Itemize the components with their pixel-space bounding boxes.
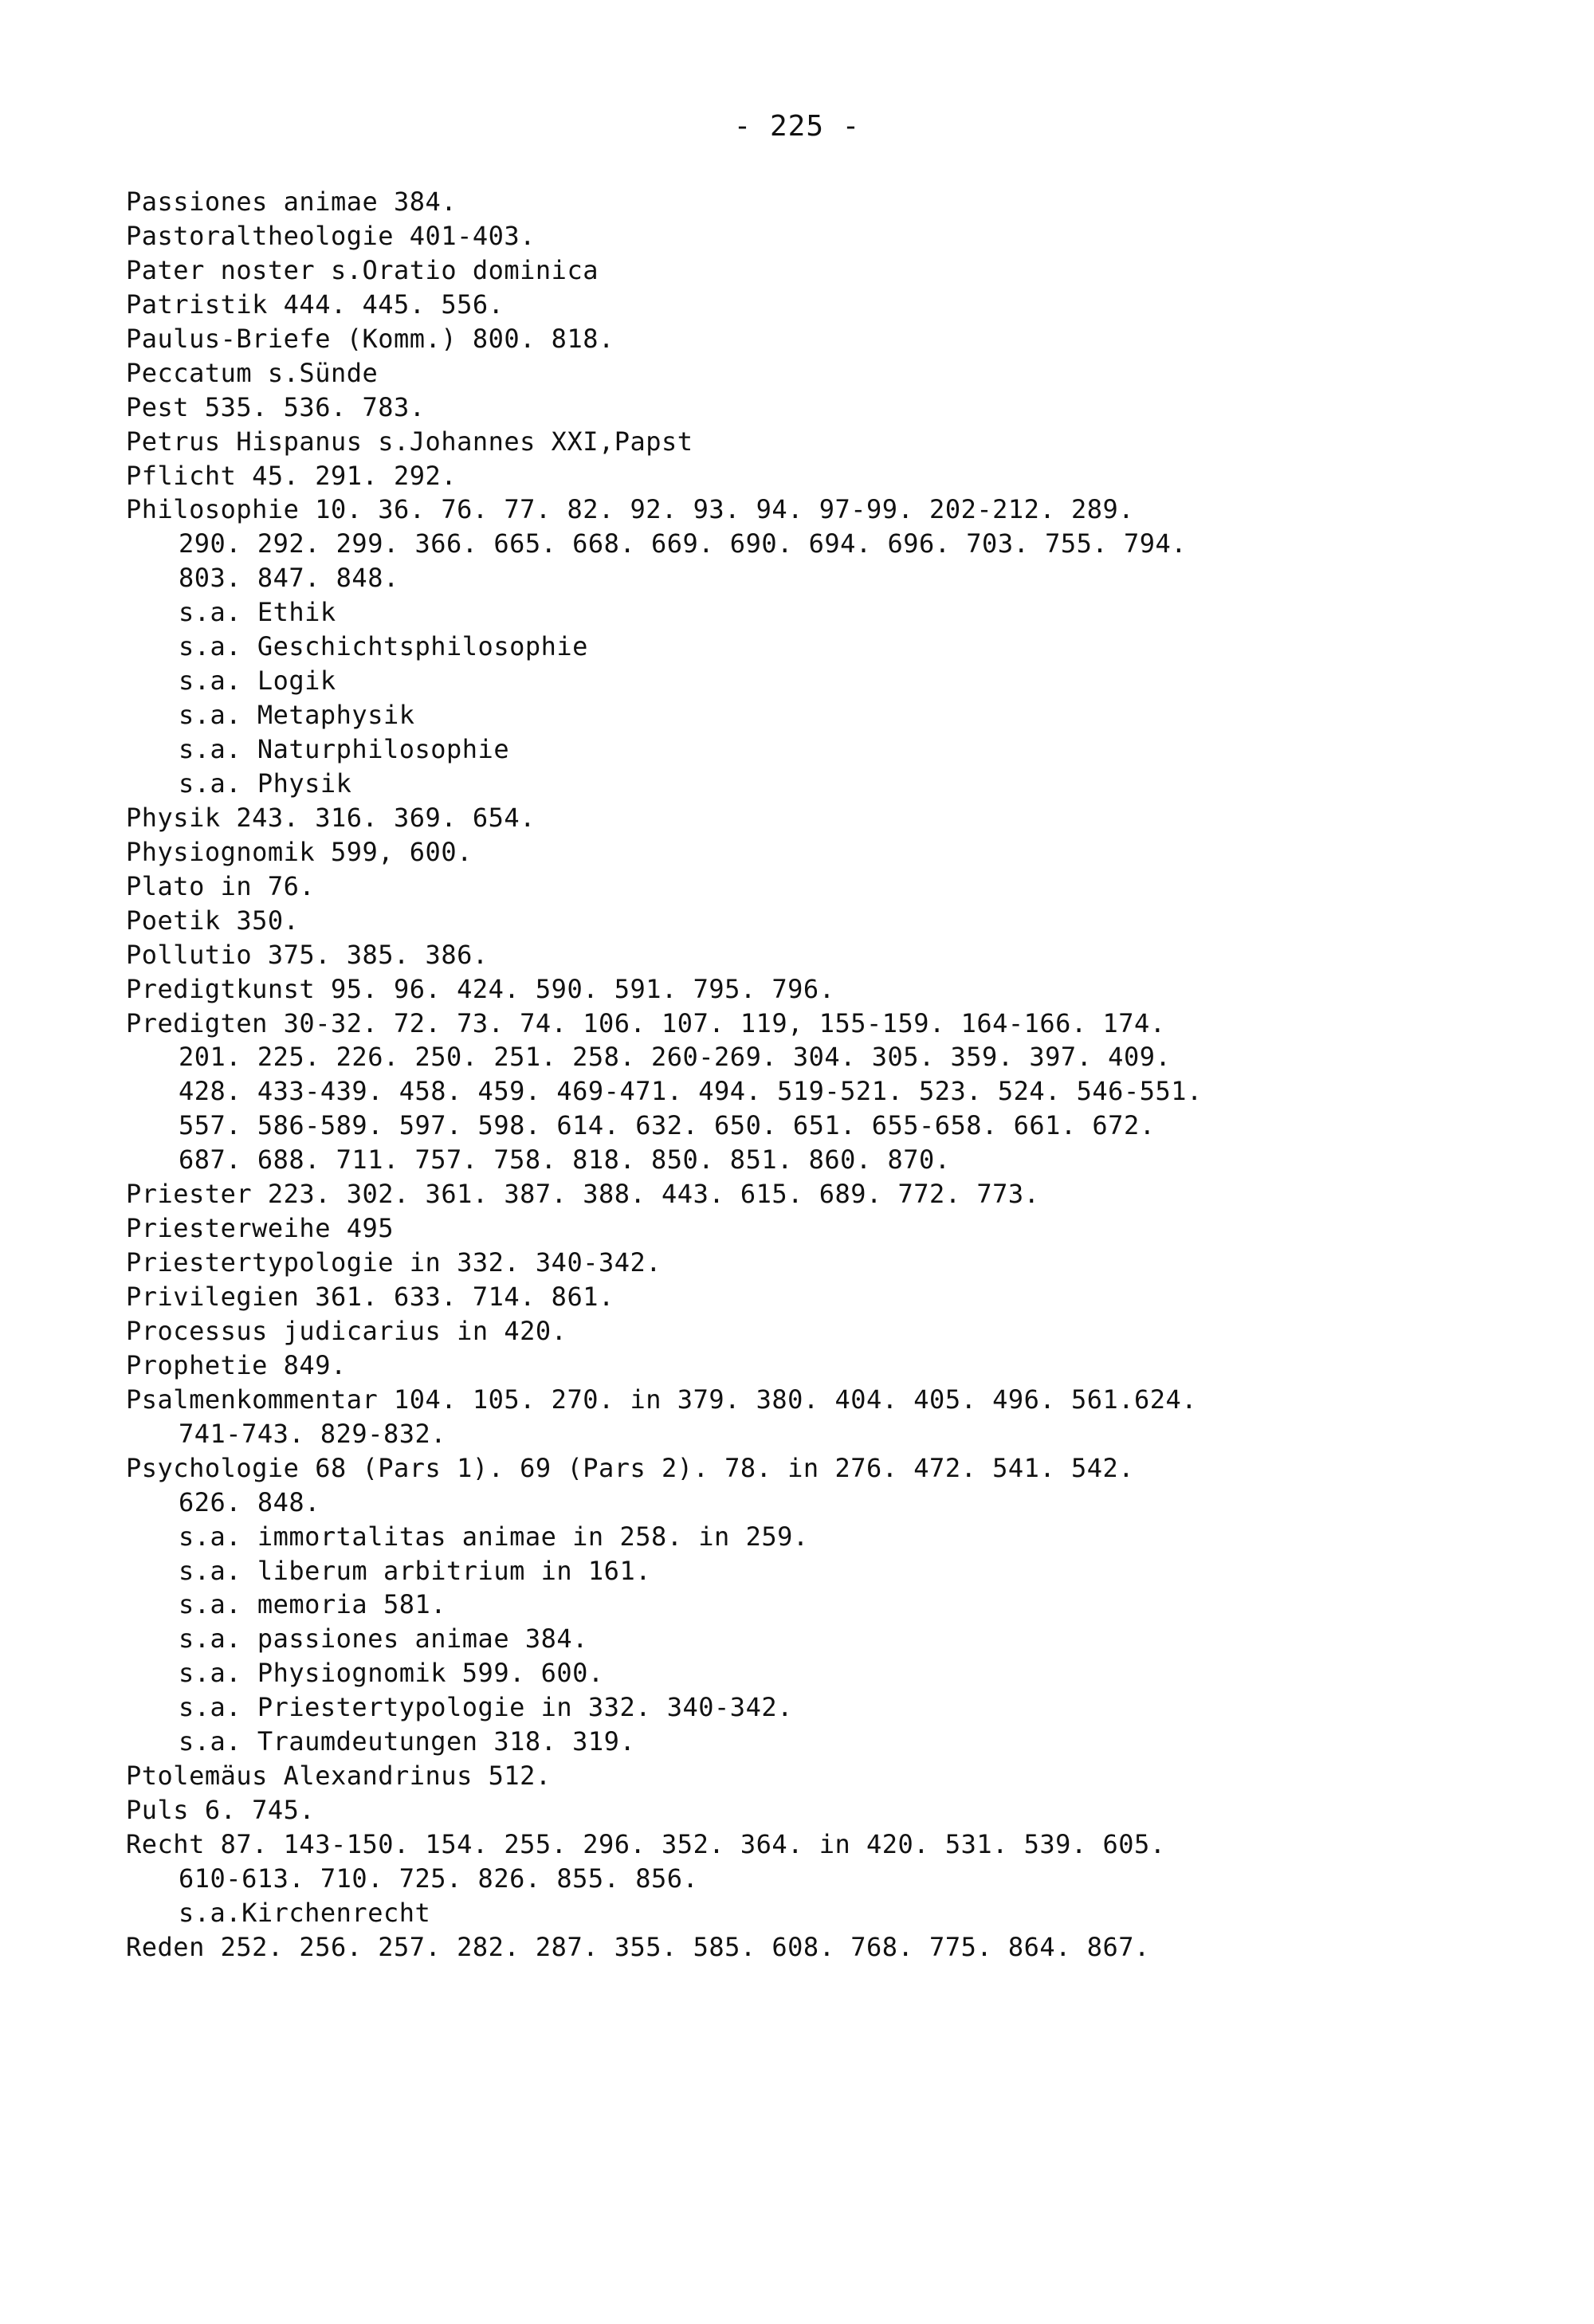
index-continuation: 687. 688. 711. 757. 758. 818. 850. 851. 860. 870. — [179, 1144, 951, 1176]
index-cross-reference: s.a. Ethik — [179, 597, 336, 628]
index-entry: Passiones animae 384. — [126, 186, 457, 217]
index-entry: Recht 87. 143-150. 154. 255. 296. 352. 364. in 420. 531. 539. 605. — [126, 1829, 1166, 1859]
index-entry: Plato in 76. — [126, 870, 316, 901]
index-cross-reference: s.a. memoria 581. — [179, 1589, 447, 1620]
index-list — [126, 185, 1561, 1965]
index-cross-reference: s.a. liberum arbitrium in 161. — [179, 1555, 651, 1586]
index-entry: Reden 252. 256. 257. 282. 287. 355. 585. 608. 768. 775. 864. 867. — [126, 1931, 1150, 1962]
index-cross-reference: s.a. Priestertypologie in 332. 340-342. — [179, 1692, 793, 1723]
index-entry: Pater noster s.Oratio dominica — [126, 254, 599, 285]
index-entry: Pastoraltheologie 401-403. — [126, 220, 536, 251]
index-entry: Patristik 444. 445. 556. — [126, 289, 505, 320]
index-cross-reference: s.a. immortalitas animae in 258. in 259. — [179, 1521, 809, 1552]
index-entry: Paulus-Briefe (Komm.) 800. 818. — [126, 323, 614, 354]
index-continuation: 741-743. 829-832. — [179, 1418, 447, 1449]
index-entry: Priesterweihe 495 — [126, 1213, 395, 1244]
index-entry: Physik 243. 316. 369. 654. — [126, 802, 536, 833]
index-entry: Predigtkunst 95. 96. 424. 590. 591. 795. 796. — [126, 973, 835, 1004]
index-continuation: 803. 847. 848. — [179, 563, 399, 594]
index-continuation: 290. 292. 299. 366. 665. 668. 669. 690. 694. 696. 703. 755. 794. — [179, 528, 1187, 559]
index-entry: Philosophie 10. 36. 76. 77. 82. 92. 93. 94. 97-99. 202-212. 289. — [126, 494, 1134, 525]
index-cross-reference: s.a. Physiognomik 599. 600. — [179, 1658, 604, 1689]
index-cross-reference: s.a. Geschichtsphilosophie — [179, 631, 588, 662]
index-entry: Processus judicarius in 420. — [126, 1315, 567, 1346]
index-entry: Psychologie 68 (Pars 1). 69 (Pars 2). 78. in 276. 472. 541. 542. — [126, 1452, 1134, 1483]
index-continuation: 201. 225. 226. 250. 251. 258. 260-269. 304. 305. 359. 397. 409. — [179, 1042, 1172, 1073]
index-entry: Ptolemäus Alexandrinus 512. — [126, 1761, 552, 1792]
index-cross-reference: s.a. Metaphysik — [179, 700, 415, 731]
index-entry: Psalmenkommentar 104. 105. 270. in 379. 380. 404. 405. 496. 561.624. — [126, 1384, 1198, 1415]
page-number: - 225 - — [733, 110, 861, 143]
index-continuation: 626. 848. — [179, 1486, 320, 1517]
index-cross-reference: s.a. Traumdeutungen 318. 319. — [179, 1726, 636, 1757]
index-entry: Priestertypologie in 332. 340-342. — [126, 1247, 662, 1278]
index-continuation: 428. 433-439. 458. 459. 469-471. 494. 519-521. 523. 524. 546-551. — [179, 1076, 1203, 1107]
index-cross-reference: s.a. Physik — [179, 767, 352, 799]
index-entry: Pflicht 45. 291. 292. — [126, 460, 457, 491]
index-entry: Physiognomik 599, 600. — [126, 836, 473, 867]
index-continuation: 557. 586-589. 597. 598. 614. 632. 650. 651. 655-658. 661. 672. — [179, 1110, 1156, 1141]
index-entry: Pollutio 375. 385. 386. — [126, 939, 489, 970]
index-entry: Petrus Hispanus s.Johannes XXI,Papst — [126, 426, 693, 457]
index-cross-reference: s.a. passiones animae 384. — [179, 1623, 588, 1655]
index-entry: Privilegien 361. 633. 714. 861. — [126, 1282, 614, 1312]
index-cross-reference: s.a. Naturphilosophie — [179, 734, 510, 764]
index-entry: Pest 535. 536. 783. — [126, 391, 426, 422]
index-continuation: 610-613. 710. 725. 826. 855. 856. — [179, 1863, 699, 1894]
index-entry: Peccatum s.Sünde — [126, 357, 379, 388]
index-entry: Puls 6. 745. — [126, 1795, 316, 1826]
index-cross-reference: s.a.Kirchenrecht — [179, 1897, 431, 1928]
index-entry: Predigten 30-32. 72. 73. 74. 106. 107. 119, 155-159. 164-166. 174. — [126, 1007, 1166, 1038]
index-entry: Poetik 350. — [126, 905, 300, 936]
index-cross-reference: s.a. Logik — [179, 665, 336, 697]
index-entry: Priester 223. 302. 361. 387. 388. 443. 615. 689. 772. 773. — [126, 1179, 1040, 1210]
index-entry: Prophetie 849. — [126, 1349, 347, 1380]
